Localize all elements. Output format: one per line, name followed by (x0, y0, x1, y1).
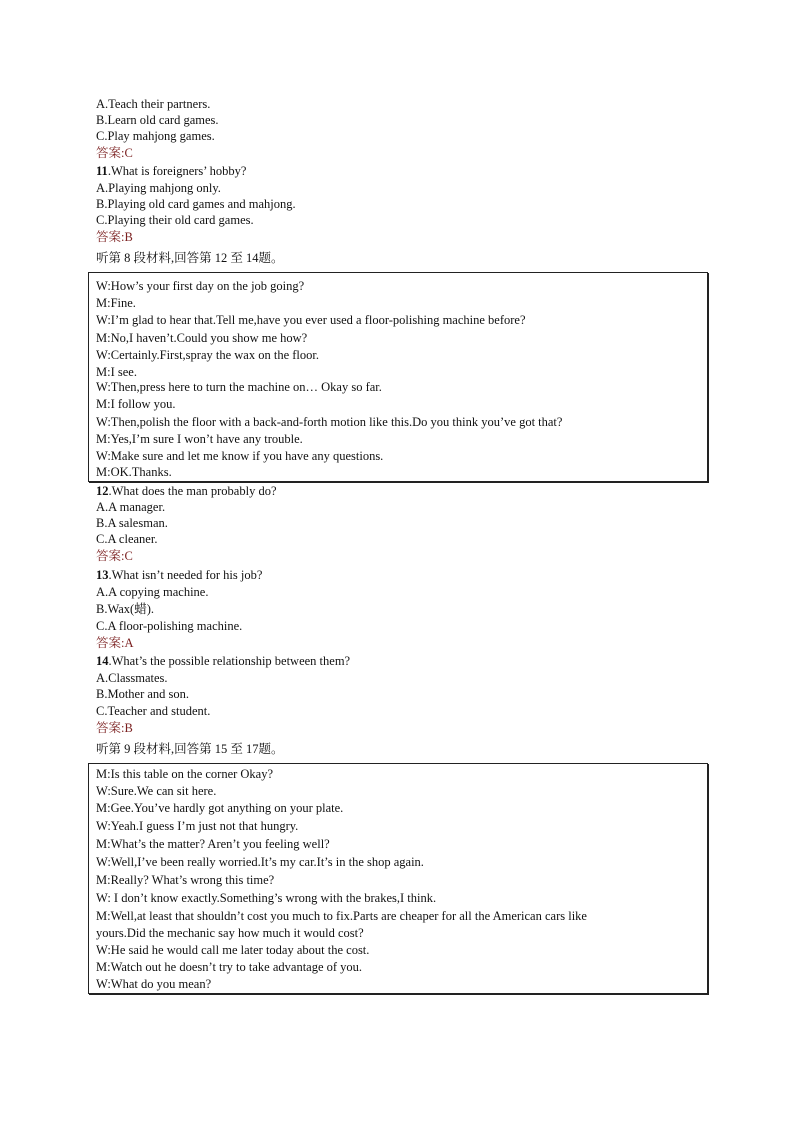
q13-question (96, 567, 262, 584)
q14-answer: 答案:B (96, 721, 133, 735)
q11-question (96, 163, 246, 180)
q12-question (96, 483, 277, 500)
q14-text: .What’s the possible relationship between them? (108, 654, 351, 668)
q14-option-c: C.Teacher and student. (96, 704, 211, 718)
dialogue-8-line: M:Fine. (96, 296, 136, 310)
dialogue-9-line: W:He said he would call me later today about the cost. (96, 943, 370, 957)
dialogue-8-line: M:No,I haven’t.Could you show me how? (96, 331, 308, 345)
dialogue-8-line: W:I’m glad to hear that.Tell me,have you ever used a floor-polishing machine before? (96, 313, 526, 327)
q10-option-c: C.Play mahjong games. (96, 129, 215, 143)
dialogue-9-line: W:What do you mean? (96, 977, 212, 991)
q14-question (96, 653, 350, 670)
q13-option-a: A.A copying machine. (96, 585, 209, 599)
q14-option-a: A.Classmates. (96, 671, 168, 685)
dialogue-9-line: M:Gee.You’ve hardly got anything on your plate. (96, 801, 344, 815)
dialogue-9-line: W: I don’t know exactly.Something’s wrong with the brakes,I think. (96, 891, 437, 905)
dialogue-8-line: M:I follow you. (96, 397, 176, 411)
dialogue-9-line: yours.Did the mechanic say how much it would cost? (96, 926, 364, 940)
dialogue-8-line: M:Yes,I’m sure I won’t have any trouble. (96, 432, 303, 446)
q13-text: .What isn’t needed for his job? (108, 568, 263, 582)
q11-option-c: C.Playing their old card games. (96, 213, 254, 227)
q14-option-b: B.Mother and son. (96, 687, 190, 701)
q10-option-b: B.Learn old card games. (96, 113, 219, 127)
dialogue-8-line: M:I see. (96, 365, 137, 379)
q13-answer: 答案:A (96, 636, 134, 650)
section-8-header: 听第 8 段材料,回答第 12 至 14题。 (96, 251, 284, 265)
q12-option-b: B.A salesman. (96, 516, 168, 530)
dialogue-8-line: M:OK.Thanks. (96, 465, 172, 479)
q11-option-a: A.Playing mahjong only. (96, 181, 221, 195)
q10-option-a: A.Teach their partners. (96, 97, 211, 111)
q11-number: 11 (96, 164, 108, 178)
q10-answer: 答案:C (96, 146, 133, 160)
q12-number: 12 (96, 484, 109, 498)
dialogue-8-line: W:How’s your first day on the job going? (96, 279, 305, 293)
dialogue-8-box (88, 272, 708, 482)
q12-answer: 答案:C (96, 549, 133, 563)
dialogue-9-line: M:Is this table on the corner Okay? (96, 767, 274, 781)
dialogue-8-line: W:Then,press here to turn the machine on… Okay so far. (96, 380, 382, 394)
dialogue-9-line: M:Watch out he doesn’t try to take advantage of you. (96, 960, 363, 974)
q13-number: 13 (96, 568, 109, 582)
section-9-header: 听第 9 段材料,回答第 15 至 17题。 (96, 742, 284, 756)
dialogue-9-line: W:Yeah.I guess I’m just not that hungry. (96, 819, 299, 833)
dialogue-8-line: W:Certainly.First,spray the wax on the floor. (96, 348, 319, 362)
dialogue-9-line: W:Well,I’ve been really worried.It’s my car.It’s in the shop again. (96, 855, 424, 869)
q11-text: .What is foreigners’ hobby? (107, 164, 247, 178)
q12-option-a: A.A manager. (96, 500, 166, 514)
dialogue-8-line: W:Make sure and let me know if you have any questions. (96, 449, 384, 463)
q12-text: .What does the man probably do? (108, 484, 277, 498)
q11-answer: 答案:B (96, 230, 133, 244)
q14-number: 14 (96, 654, 109, 668)
q12-option-c: C.A cleaner. (96, 532, 158, 546)
dialogue-9-line: M:Really? What’s wrong this time? (96, 873, 275, 887)
dialogue-8-line: W:Then,polish the floor with a back-and-forth motion like this.Do you think you’ve got that? (96, 415, 563, 429)
dialogue-9-line: M:Well,at least that shouldn’t cost you much to fix.Parts are cheaper for all the American cars like (96, 909, 587, 923)
q13-option-c: C.A floor-polishing machine. (96, 619, 243, 633)
dialogue-9-box (88, 763, 708, 994)
dialogue-9-line: M:What’s the matter? Aren’t you feeling well? (96, 837, 330, 851)
q11-option-b: B.Playing old card games and mahjong. (96, 197, 296, 211)
dialogue-9-line: W:Sure.We can sit here. (96, 784, 217, 798)
q13-option-b: B.Wax(蜡). (96, 602, 155, 616)
